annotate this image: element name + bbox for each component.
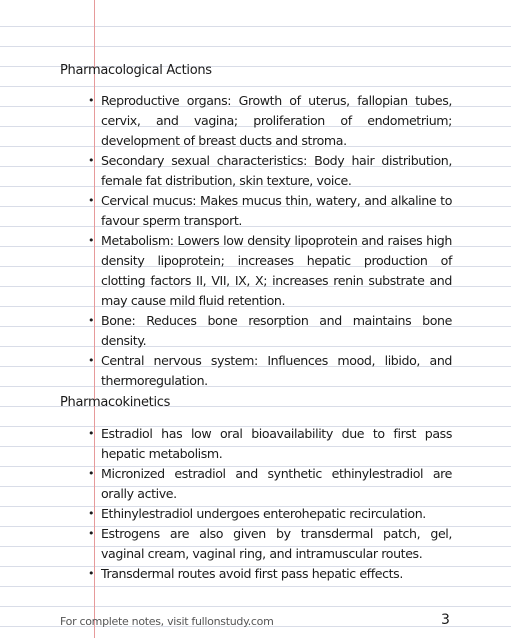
page-number: 3 [441, 612, 450, 628]
list-item [60, 524, 452, 564]
list-item [60, 191, 452, 231]
list-item-text: Reproductive organs: Growth of uterus, fallopian tubes, cervix, and vagina; proliferation of endometrium; development of breast ducts and stroma. [101, 93, 452, 148]
list-item-text: Transdermal routes avoid first pass hepatic effects. [101, 566, 403, 581]
bullet-icon: • [88, 94, 95, 107]
bullet-icon: • [88, 354, 95, 367]
list-item-text: Estradiol has low oral bioavailability due to first pass hepatic metabolism. [101, 426, 452, 461]
section-heading-pharmacological-actions: Pharmacological Actions [60, 63, 212, 78]
bullet-icon: • [88, 194, 95, 207]
list-item [60, 464, 452, 504]
bullet-icon: • [88, 467, 95, 480]
bullet-icon: • [88, 314, 95, 327]
list-item-text: Ethinylestradiol undergoes enterohepatic recirculation. [101, 506, 426, 521]
bullet-icon: • [88, 527, 95, 540]
list-item [60, 504, 452, 524]
bullet-icon: • [88, 154, 95, 167]
footer-text: For complete notes, visit fullonstudy.com [60, 615, 274, 628]
list-item-text: Metabolism: Lowers low density lipoprotein and raises high density lipoprotein; increases hepatic production of clotting factors II, VII, IX, X; increases renin substrate and may cause mild fluid retention. [101, 233, 452, 308]
list-item-text: Cervical mucus: Makes mucus thin, watery, and alkaline to favour sperm transport. [101, 193, 452, 228]
section-heading-pharmacokinetics: Pharmacokinetics [60, 395, 171, 410]
bullet-icon: • [88, 567, 95, 580]
list-item [60, 351, 452, 391]
bullet-icon: • [88, 234, 95, 247]
pharmacological-actions-list [60, 91, 452, 391]
list-item [60, 564, 452, 584]
list-item-text: Bone: Reduces bone resorption and maintains bone density. [101, 313, 452, 348]
list-item-text: Micronized estradiol and synthetic ethinylestradiol are orally active. [101, 466, 452, 501]
list-item-text: Estrogens are also given by transdermal patch, gel, vaginal cream, vaginal ring, and intramuscular routes. [101, 526, 452, 561]
list-item-text: Secondary sexual characteristics: Body hair distribution, female fat distribution, skin texture, voice. [101, 153, 452, 188]
list-item [60, 311, 452, 351]
list-item [60, 91, 452, 151]
pharmacokinetics-list [60, 424, 452, 584]
list-item-text: Central nervous system: Influences mood, libido, and thermoregulation. [101, 353, 452, 388]
list-item [60, 151, 452, 191]
bullet-icon: • [88, 507, 95, 520]
list-item [60, 231, 452, 311]
bullet-icon: • [88, 427, 95, 440]
list-item [60, 424, 452, 464]
